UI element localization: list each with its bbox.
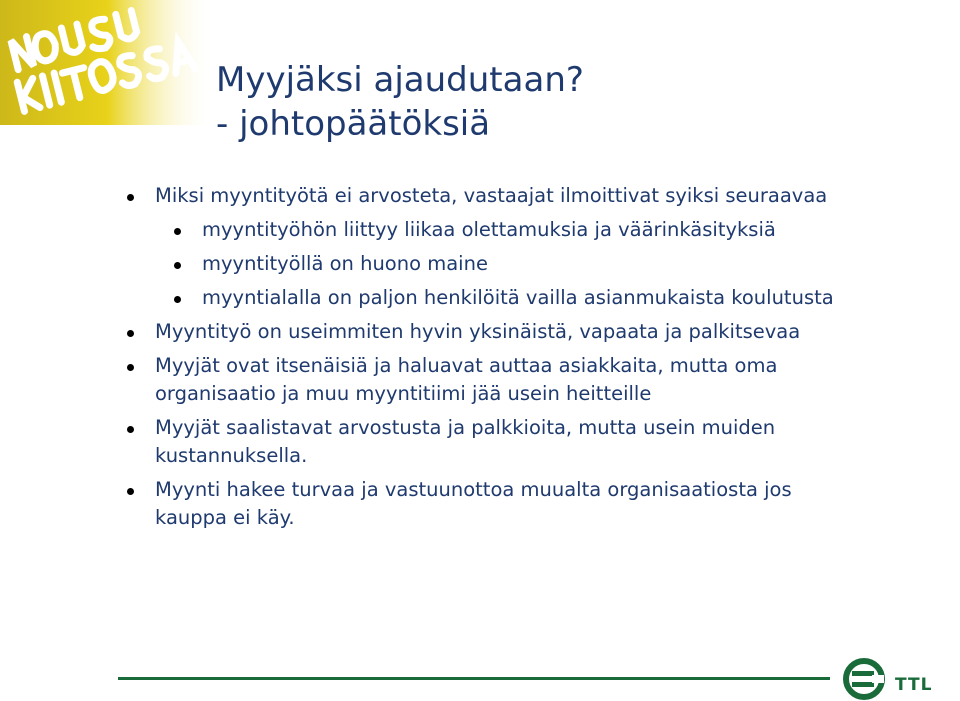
ttl-logo-text: TTL: [895, 675, 933, 695]
bullet-dot-icon: [127, 330, 134, 337]
bullet-item: [122, 414, 842, 470]
title-line-2: - johtopäätöksiä: [216, 104, 491, 144]
sub-bullet-item: [122, 216, 842, 244]
bullet-dot-icon: [127, 426, 134, 433]
bullet-text: Myyntityö on useimmiten hyvin yksinäistä, vapaata ja palkitsevaa: [155, 320, 801, 343]
bullet-text: myyntityöllä on huono maine: [202, 252, 488, 275]
bullet-dot-icon: [127, 488, 134, 495]
title-line-1: Myyjäksi ajaudutaan?: [216, 60, 584, 100]
sub-bullet-item: [122, 284, 842, 312]
bullet-text-line-1: Myyjät saalistavat arvostusta ja palkkioita, mutta usein muiden: [155, 416, 776, 439]
bullet-text-line-1: Myyjät ovat itsenäisiä ja haluavat auttaa asiakkaita, mutta oma: [155, 354, 778, 377]
bullet-item: [122, 318, 842, 346]
slide-title: [216, 58, 584, 146]
bullet-item: [122, 476, 842, 532]
bullet-item: [122, 182, 842, 210]
nousu-kiitossa-logo: [0, 0, 215, 125]
bullet-text-line-2: organisaatio ja muu myyntitiimi jää usein heitteille: [155, 382, 652, 405]
bullet-text-line-2: kustannuksella.: [155, 444, 308, 467]
bullet-item: [122, 352, 842, 408]
bullet-text: Miksi myyntityötä ei arvosteta, vastaajat ilmoittivat syiksi seuraavaa: [155, 184, 828, 207]
bullet-text: myyntityöhön liittyy liikaa olettamuksia ja väärinkäsityksiä: [202, 218, 776, 241]
bullet-text-line-1: Myynti hakee turvaa ja vastuunottoa muualta organisaatiosta jos: [155, 478, 792, 501]
bullet-dot-icon: [174, 262, 181, 269]
footer-divider: [118, 677, 830, 680]
bullet-dot-icon: [174, 296, 181, 303]
bullet-dot-icon: [127, 364, 134, 371]
bullet-dot-icon: [127, 194, 134, 201]
bullet-list: [122, 182, 842, 532]
bullet-text-line-2: kauppa ei käy.: [155, 506, 295, 529]
bullet-text: myyntialalla on paljon henkilöitä vailla asianmukaista koulutusta: [202, 286, 834, 309]
sub-bullet-item: [122, 250, 842, 278]
bullet-dot-icon: [174, 228, 181, 235]
